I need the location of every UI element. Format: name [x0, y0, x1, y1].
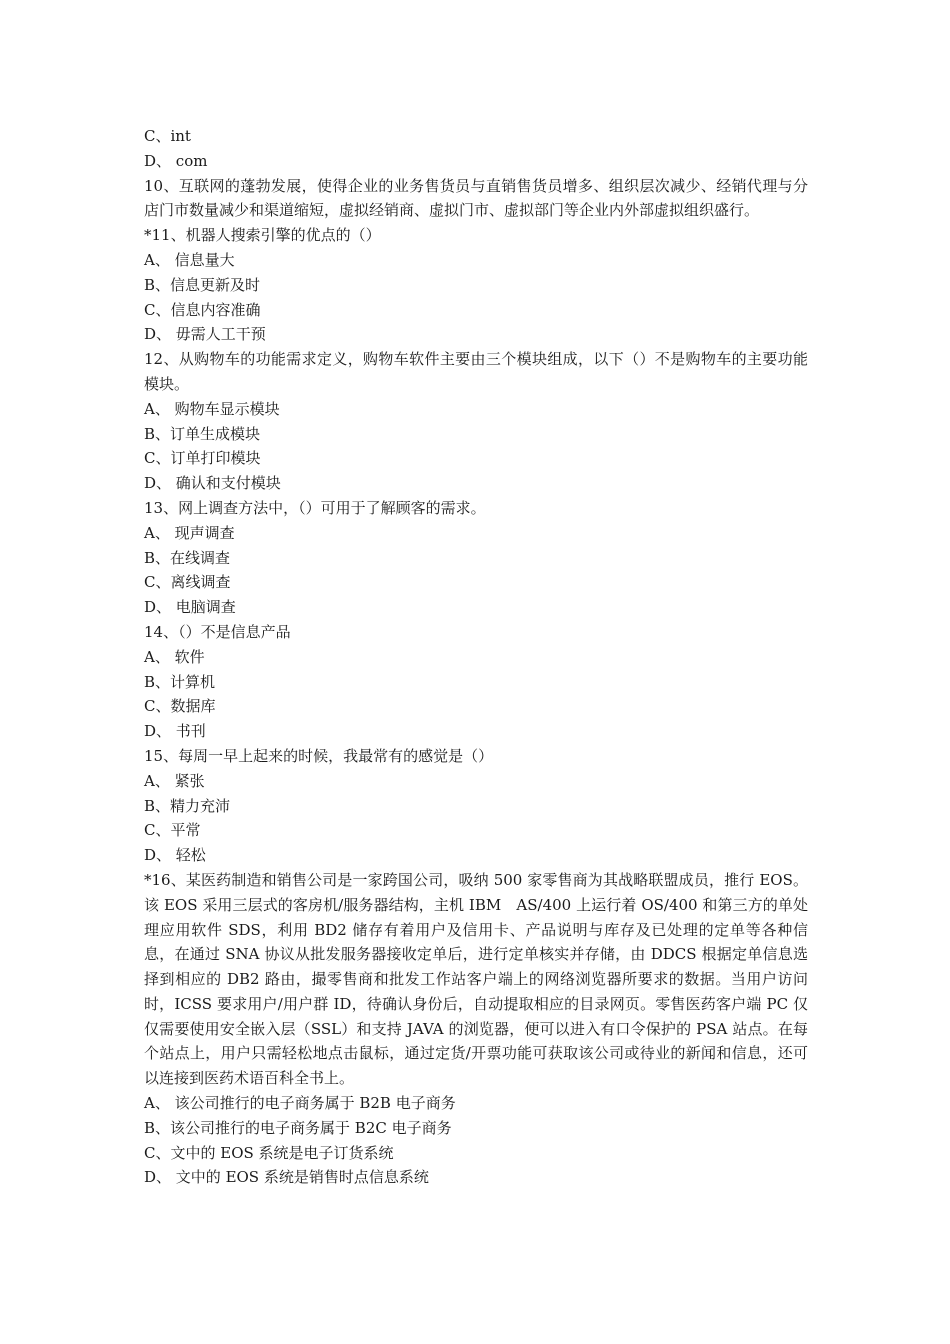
question-16: *16、某医药制造和销售公司是一家跨国公司，吸纳 500 家零售商为其战略联盟成员，推行 EOS。该 EOS 采用三层式的客房机/服务器结构，主机 IBM AS/400 上运行着 OS/400 和第三方的单处理应用软件 SDS，利用 BD2 储存有着用户及信用卡、产品说明与库存及已处理的定单等各种信息，在通过 SNA 协议从批发服务器接收定单后，进行定单核实并存储，由 DDCS 根据定单信息选择到相应的 DB2 路由，撮零售商和批发工作站客户端上的网络浏览器所要求的数据。当用户访问时，ICSS 要求用户/用户群 ID，待确认身份后，自动提取相应的目录网页。零售医药客户端 PC 仅仅需要使用安全嵌入层（SSL）和支持 JAVA 的浏览器，便可以进入有口令保护的 PSA 站点。在每个站点上，用户只需轻松地点击鼠标，通过定货/开票功能可获取该公司或待业的新闻和信息，还可以连接到医药术语百科全书上。 — [144, 870, 808, 1088]
question-12: 12、从购物车的功能需求定义，购物车软件主要由三个模块组成，以下（）不是购物车的主要功能模块。 — [144, 350, 808, 393]
option-a-q14: A、 软件 — [144, 647, 205, 666]
option-c-q14: C、数据库 — [144, 697, 216, 716]
option-c-q9: C、int — [144, 127, 191, 145]
question-11: *11、机器人搜索引擎的优点的（） — [144, 226, 381, 245]
option-c-q13: C、离线调查 — [144, 573, 231, 592]
option-d-q11: D、 毋需人工干预 — [144, 325, 266, 344]
option-b-q14: B、计算机 — [144, 672, 216, 691]
option-c-q16: C、文中的 EOS 系统是电子订货系统 — [144, 1143, 394, 1162]
option-c-q12: C、订单打印模块 — [144, 449, 261, 468]
document-body — [144, 124, 808, 1190]
option-a-q11: A、 信息量大 — [144, 250, 235, 269]
question-10: 10、互联网的蓬勃发展，使得企业的业务售货员与直销售货员增多、组织层次减少、经销代理与分店门市数量减少和渠道缩短，虚拟经销商、虚拟门市、虚拟部门等企业内外部虚拟组织盛行。 — [144, 176, 808, 220]
option-a-q15: A、 紧张 — [144, 771, 205, 790]
option-b-q13: B、在线调查 — [144, 548, 231, 567]
option-b-q16: B、该公司推行的电子商务属于 B2C 电子商务 — [144, 1118, 452, 1137]
question-14: 14、（）不是信息产品 — [144, 622, 291, 641]
option-a-q12: A、 购物车显示模块 — [144, 399, 280, 418]
question-15: 15、每周一早上起来的时候，我最常有的感觉是（） — [144, 746, 494, 765]
option-b-q15: B、精力充沛 — [144, 796, 231, 815]
option-c-q15: C、平常 — [144, 821, 201, 840]
option-b-q12: B、订单生成模块 — [144, 424, 261, 443]
option-d-q16: D、 文中的 EOS 系统是销售时点信息系统 — [144, 1168, 429, 1187]
option-d-q9: D、 com — [144, 151, 208, 170]
option-c-q11: C、信息内容准确 — [144, 300, 261, 319]
option-d-q13: D、 电脑调查 — [144, 598, 236, 617]
option-d-q14: D、 书刊 — [144, 722, 206, 741]
option-d-q15: D、 轻松 — [144, 846, 206, 865]
option-b-q11: B、信息更新及时 — [144, 275, 261, 294]
question-13: 13、网上调查方法中，（）可用于了解顾客的需求。 — [144, 498, 486, 517]
option-a-q16: A、 该公司推行的电子商务属于 B2B 电子商务 — [144, 1094, 456, 1113]
option-a-q13: A、 现声调查 — [144, 523, 235, 542]
option-d-q12: D、 确认和支付模块 — [144, 474, 281, 493]
